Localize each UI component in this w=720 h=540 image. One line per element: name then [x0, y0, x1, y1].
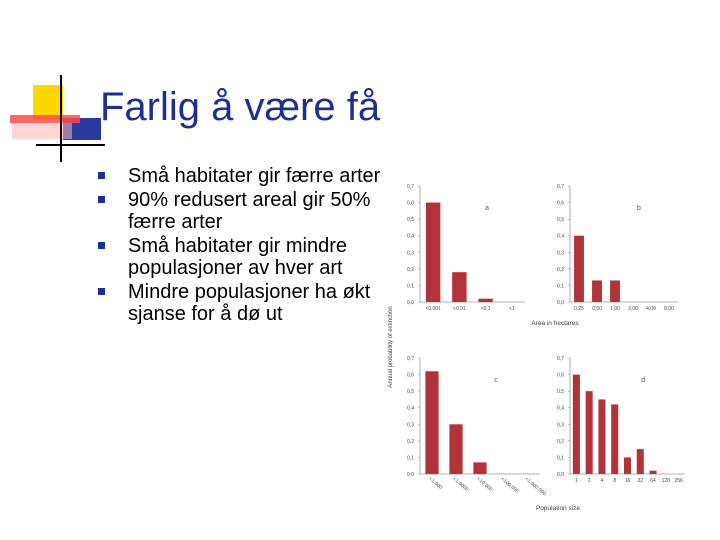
category-label: <1: [509, 306, 515, 312]
y-tick-label: 0,4: [557, 405, 564, 412]
panel-label: c: [494, 377, 498, 384]
category-label: 8: [613, 478, 617, 484]
category-label: <0,01: [453, 306, 466, 312]
bullet-text: 90% redusert areal gir 50% færre arter: [128, 189, 371, 233]
y-tick-label: 0,7: [407, 356, 414, 362]
y-tick-label: 0,2: [407, 438, 414, 445]
y-tick-label: 0,5: [407, 217, 414, 224]
bar: [592, 280, 602, 302]
category-label: 4,00: [646, 306, 656, 312]
category-label: 32: [637, 478, 644, 484]
slide-title: Farlig å være få: [100, 85, 381, 129]
bar: [449, 424, 462, 474]
bar: [426, 203, 440, 302]
bar: [573, 375, 580, 474]
x-axis-title-population: Population size: [535, 505, 581, 512]
y-tick-label: 0,4: [407, 405, 414, 412]
bar: [478, 299, 492, 302]
bullet-marker: [98, 242, 105, 249]
y-tick-label: 0,4: [407, 233, 414, 240]
bar: [473, 462, 486, 474]
category-label: <0,1: [480, 306, 491, 312]
y-tick-label: 0,6: [557, 200, 564, 207]
category-label: <1 000 000: [523, 476, 547, 498]
category-label: 64: [650, 478, 656, 484]
category-label: 128: [661, 478, 671, 484]
bullet-text: Små habitater gir mindre populasjoner av hver art: [128, 235, 347, 279]
slide-logo: [0, 0, 110, 170]
category-label: 0,25: [574, 306, 584, 312]
y-tick-label: 0,7: [557, 184, 564, 190]
bullet-item: [98, 281, 383, 325]
y-tick-label: 0,7: [557, 356, 564, 362]
panel-label: b: [636, 205, 641, 212]
y-tick-label: 0,3: [557, 250, 564, 257]
bullet-marker: [98, 196, 105, 203]
category-label: 8,00: [664, 306, 674, 312]
logo-red-bar: [10, 115, 80, 123]
category-label: 16: [624, 478, 631, 484]
category-label: 1,00: [610, 306, 620, 312]
y-tick-label: 0,0: [557, 472, 564, 478]
y-tick-label: 0,7: [407, 184, 414, 190]
bullet-marker: [98, 172, 105, 179]
logo-yellow-square: [33, 85, 63, 120]
bar: [574, 236, 584, 302]
extinction-figure: [380, 172, 690, 520]
category-label: 0,50: [592, 306, 602, 312]
panel-label: d: [641, 377, 646, 384]
bar: [650, 471, 657, 474]
bullet-list: [98, 165, 383, 327]
y-tick-label: 0,0: [557, 300, 564, 306]
y-tick-label: 0,6: [407, 372, 414, 379]
bar: [598, 399, 605, 474]
y-tick-label: 0,3: [407, 250, 414, 257]
bar: [452, 272, 466, 302]
y-tick-label: 0,1: [557, 455, 564, 462]
bullet-text: Små habitater gir færre arter: [128, 165, 381, 187]
bullet-marker: [98, 288, 105, 295]
logo-red-bar-fade: [12, 123, 72, 139]
y-tick-label: 0,3: [557, 422, 564, 429]
y-tick-label: 0,0: [407, 300, 414, 306]
category-label: <1 000: [427, 476, 444, 491]
bullet-item: [98, 165, 383, 187]
category-label: 4: [600, 478, 604, 484]
y-tick-label: 0,2: [557, 438, 564, 445]
y-tick-label: 0,3: [407, 422, 414, 429]
bullet-item: [98, 189, 383, 233]
y-tick-label: 0,2: [407, 266, 414, 273]
y-tick-label: 0,0: [407, 472, 414, 478]
y-tick-label: 0,6: [557, 372, 564, 379]
category-label: 1: [574, 478, 578, 484]
bar: [624, 457, 631, 474]
category-label: 2: [587, 478, 591, 484]
category-label: <1 0000: [451, 476, 470, 493]
category-label: 2,00: [628, 306, 638, 312]
y-tick-label: 0,1: [407, 283, 414, 290]
bar: [586, 391, 593, 474]
bar: [425, 371, 438, 474]
category-label: <0,001: [425, 306, 441, 312]
y-tick-label: 0,4: [557, 233, 564, 240]
y-tick-label: 0,1: [557, 283, 564, 290]
y-tick-label: 0,5: [557, 389, 564, 396]
bar: [637, 449, 644, 474]
panel-label: a: [485, 205, 490, 212]
category-label: <10 000: [475, 476, 494, 493]
category-label: <100 000: [499, 476, 520, 495]
y-tick-label: 0,2: [557, 266, 564, 273]
category-label: 256: [674, 478, 683, 484]
y-tick-label: 0,5: [557, 217, 564, 224]
bullet-item: [98, 235, 383, 279]
bullet-text: Mindre populasjoner ha økt sjanse for å dø ut: [128, 281, 371, 325]
y-axis-title: Annual probability of extinction: [388, 306, 394, 388]
bar: [611, 404, 618, 474]
y-tick-label: 0,1: [407, 455, 414, 462]
y-tick-label: 0,6: [407, 200, 414, 207]
y-tick-label: 0,5: [407, 389, 414, 396]
bar: [610, 280, 620, 302]
x-axis-title-area: Area in hectares: [531, 320, 579, 327]
